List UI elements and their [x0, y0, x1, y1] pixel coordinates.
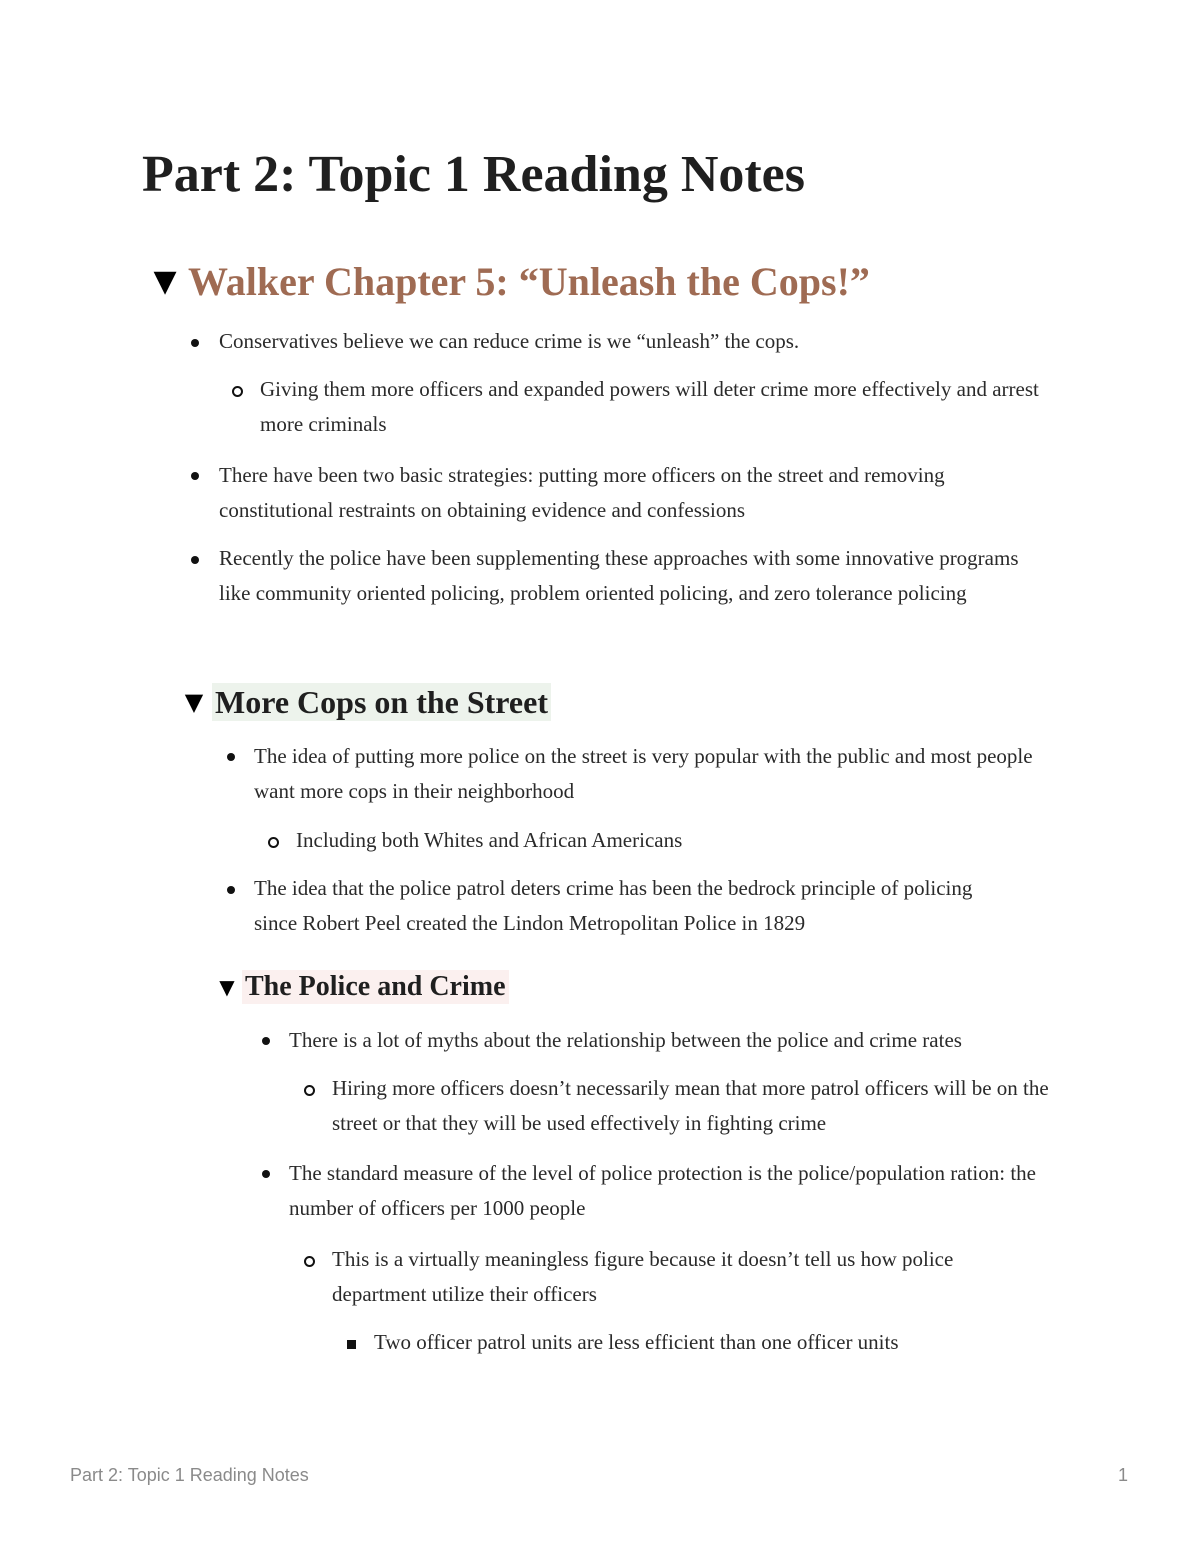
bullet-dot-icon — [227, 886, 235, 894]
list-item: This is a virtually meaningless figure because it doesn’t tell us how police department utilize their officers — [332, 1247, 954, 1306]
triangle-down-icon[interactable]: ▼ — [153, 264, 177, 299]
list-item: Recently the police have been supplementing these approaches with some innovative programs like community oriented policing, problem oriented policing, and zero tolerance policing — [219, 546, 1019, 605]
page-title: Part 2: Topic 1 Reading Notes — [142, 146, 805, 203]
bullet-circle-icon — [232, 386, 243, 397]
list-item: Including both Whites and African Americans — [296, 828, 683, 852]
triangle-down-icon[interactable]: ▼ — [219, 974, 235, 999]
list-item: The standard measure of the level of police protection is the police/population ration: the number of officers per 1000 people — [289, 1161, 1037, 1220]
footer-title: Part 2: Topic 1 Reading Notes — [70, 1465, 309, 1485]
list-item: Giving them more officers and expanded powers will deter crime more effectively and arrest more criminals — [260, 377, 1039, 436]
list-item: Two officer patrol units are less efficient than one officer units — [374, 1330, 899, 1354]
toggle-heading-police-and-crime[interactable] — [212, 970, 509, 1004]
bullet-dot-icon — [262, 1037, 270, 1045]
bullet-circle-icon — [268, 837, 279, 848]
toggle-heading-walker-chapter-5[interactable] — [142, 258, 870, 306]
list-item: Conservatives believe we can reduce crime is we “unleash” the cops. — [219, 329, 800, 353]
toggle-heading-more-cops[interactable] — [176, 683, 551, 721]
list-item: Hiring more officers doesn’t necessarily mean that more patrol officers will be on the street or that they will be used effectively in fighting crime — [332, 1076, 1049, 1135]
bullet-dot-icon — [191, 472, 199, 480]
page-number: 1 — [1117, 1465, 1128, 1485]
list-item: The idea of putting more police on the street is very popular with the public and most people want more cops in their neighborhood — [254, 744, 1033, 803]
heading-label: The Police and Crime — [242, 970, 509, 1004]
bullet-dot-icon — [262, 1170, 270, 1178]
heading-label: More Cops on the Street — [212, 683, 551, 721]
bullet-dot-icon — [191, 556, 199, 564]
heading-label: Walker Chapter 5: “Unleash the Cops!” — [188, 259, 870, 304]
bullet-square-icon — [347, 1340, 356, 1349]
bullet-dot-icon — [227, 753, 235, 761]
bullet-circle-icon — [304, 1085, 315, 1096]
triangle-down-icon[interactable]: ▼ — [184, 687, 204, 716]
bullet-dot-icon — [191, 339, 199, 347]
list-item: There is a lot of myths about the relationship between the police and crime rates — [289, 1028, 962, 1052]
list-item: There have been two basic strategies: putting more officers on the street and removing constitutional restraints on obtaining evidence and confessions — [219, 463, 945, 522]
bullet-circle-icon — [304, 1256, 315, 1267]
list-item: The idea that the police patrol deters crime has been the bedrock principle of policing since Robert Peel created the Lindon Metropolitan Police in 1829 — [254, 876, 973, 935]
